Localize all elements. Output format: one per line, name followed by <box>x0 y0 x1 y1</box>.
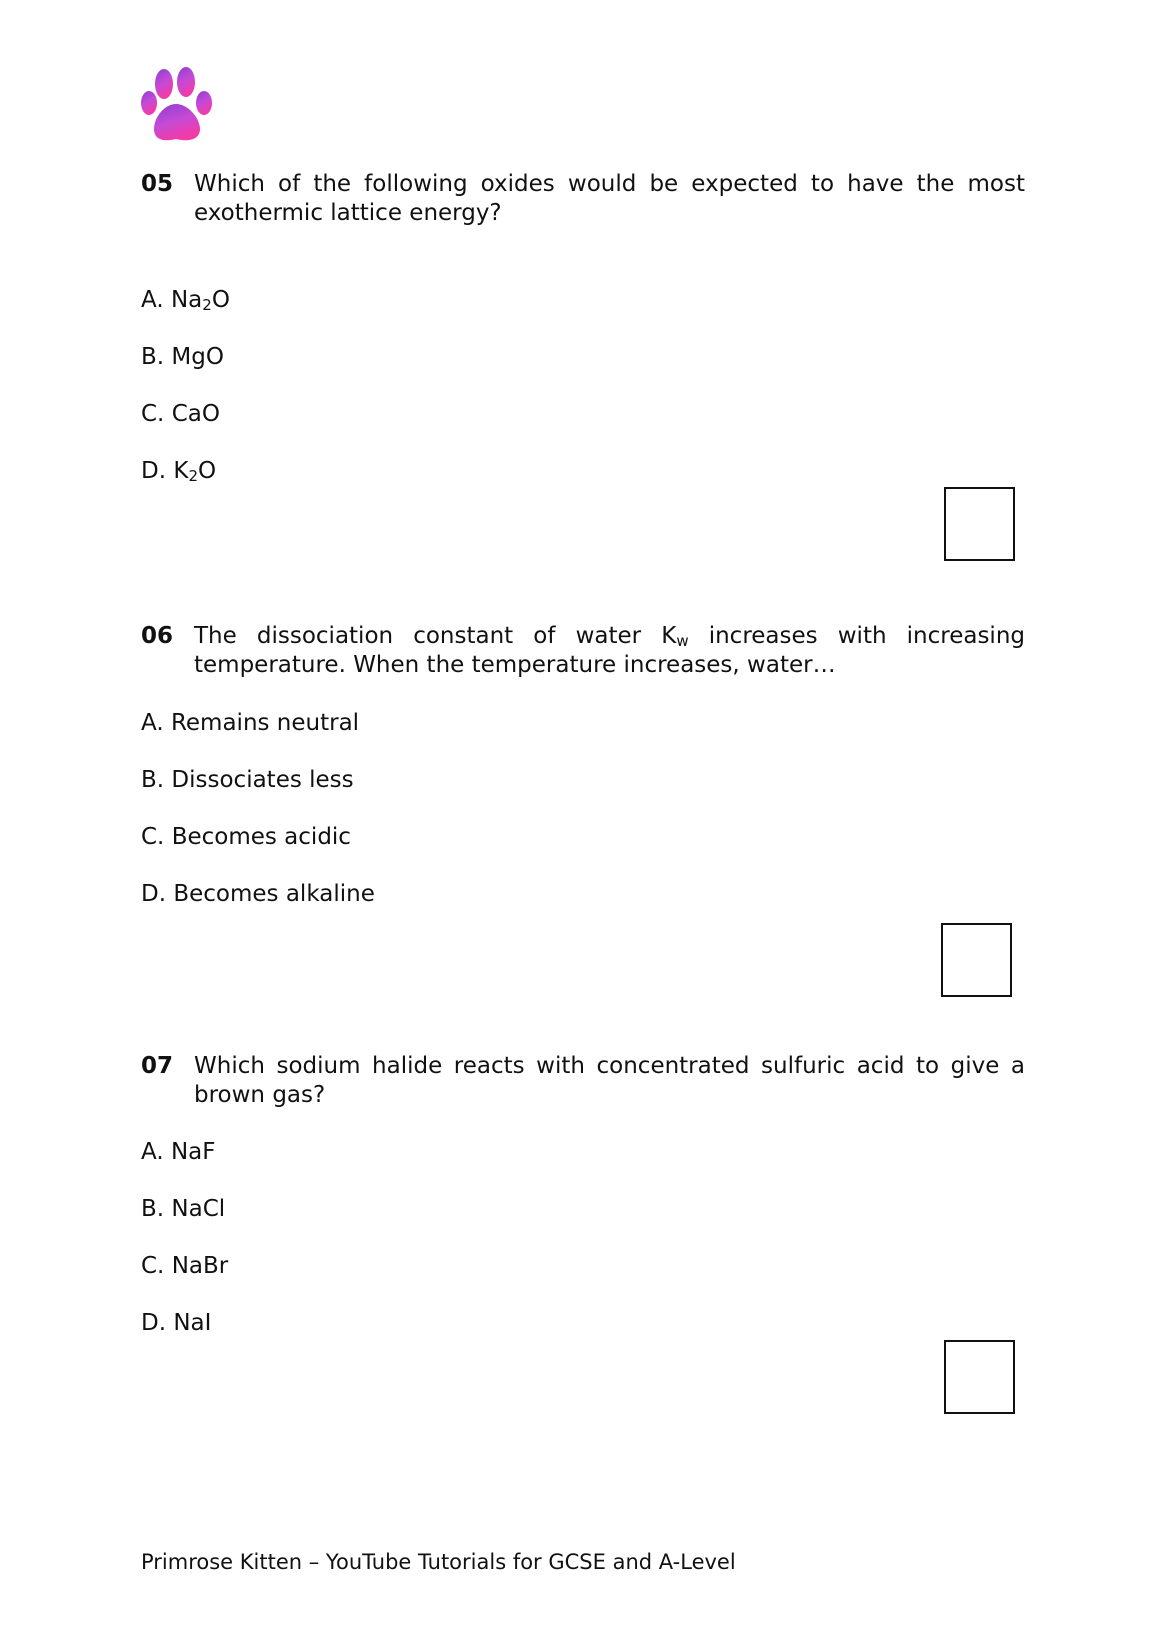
option-c <box>141 400 220 429</box>
question-07 <box>141 1052 1025 1112</box>
question-text: The dissociation constant of water $K_w$ increases with increasing temperature. When the temperature increases, water… <box>194 623 1026 678</box>
option-a <box>141 1138 215 1167</box>
option-letter: A. <box>141 287 164 313</box>
option-text: $K_2O$ <box>173 458 217 485</box>
option-c <box>141 823 351 852</box>
option-letter: C. <box>141 824 165 850</box>
option-letter: D. <box>141 458 167 484</box>
question-06 <box>141 622 1025 682</box>
option-letter: D. <box>141 881 167 907</box>
option-letter: B. <box>141 344 165 370</box>
option-text: NaF <box>170 1139 216 1165</box>
option-letter: C. <box>141 1253 165 1279</box>
option-d <box>141 1309 211 1338</box>
option-letter: D. <box>141 1310 167 1336</box>
question-text: Which of the following oxides would be expected to have the most exothermic lattice energy? <box>194 171 1025 226</box>
option-text: Becomes acidic <box>171 824 351 850</box>
question-number: 05 <box>141 171 174 197</box>
option-a <box>141 709 359 738</box>
option-d <box>141 880 375 909</box>
option-letter: A. <box>141 1139 164 1165</box>
option-letter: A. <box>141 710 164 736</box>
option-text: NaI <box>173 1310 212 1336</box>
option-letter: C. <box>141 401 165 427</box>
option-letter: B. <box>141 1196 165 1222</box>
option-letter: B. <box>141 767 165 793</box>
paw-print-logo-icon <box>140 66 218 148</box>
option-text: $Na_2O$ <box>170 287 230 314</box>
answer-box-07[interactable] <box>944 1340 1015 1414</box>
option-text: Dissociates less <box>171 767 354 793</box>
option-b <box>141 766 354 795</box>
option-text: CaO <box>171 401 220 427</box>
option-b <box>141 343 224 372</box>
question-number: 07 <box>141 1053 174 1079</box>
page-footer: Primrose Kitten – YouTube Tutorials for GCSE and A-Level <box>141 1550 736 1574</box>
option-text: Becomes alkaline <box>173 881 375 907</box>
option-text: NaCl <box>171 1196 226 1222</box>
option-a <box>141 286 230 315</box>
answer-box-05[interactable] <box>944 487 1015 561</box>
question-text: Which sodium halide reacts with concentrated sulfuric acid to give a brown gas? <box>194 1053 1025 1108</box>
option-c <box>141 1252 228 1281</box>
option-d <box>141 457 216 486</box>
option-text: Remains neutral <box>170 710 360 736</box>
answer-box-06[interactable] <box>941 923 1012 997</box>
question-number: 06 <box>141 623 174 649</box>
question-05 <box>141 170 1025 230</box>
option-b <box>141 1195 225 1224</box>
option-text: MgO <box>171 344 224 370</box>
option-text: NaBr <box>171 1253 229 1279</box>
